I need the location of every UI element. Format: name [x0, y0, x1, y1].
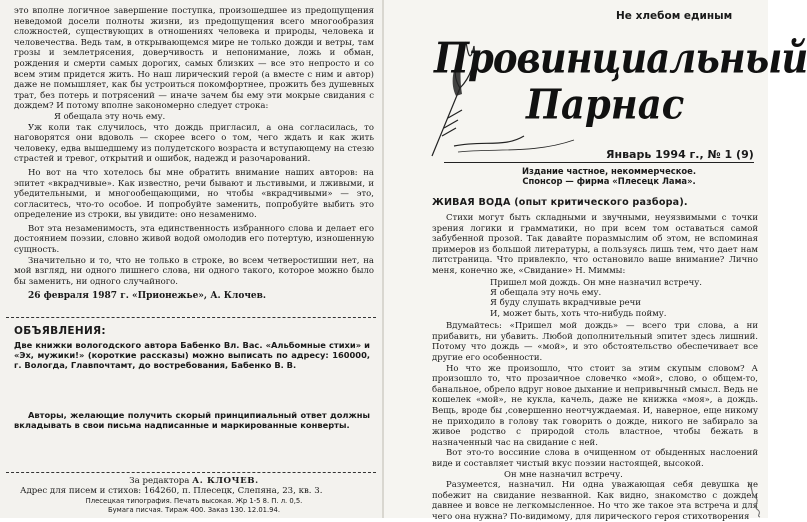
paragraph: Но вот на что хотелось бы мне обратить внимание наших авторов: на эпитет «вкрадчивые». Как известно, речи бывают и льстивыми, и лживыми, и убедительными, и многообещающими, но чтобы «вкрадчивыми» — это, согласитесь, что-то особое. И попробуйте заменить, попробуйте выбить это определение из строки, вы увидите: оно незаменимо. [14, 167, 374, 221]
masthead-title-line-2: Парнас [526, 80, 685, 129]
sponsor-line: Спонсор — фирма «Плесецк Лама». [522, 176, 696, 186]
printing-info: Плесецкая типография. Печать высокая. Жр 1-5 8. П. л. 0,5. [85, 496, 303, 505]
dashed-divider [6, 472, 376, 473]
issue-date: Январь 1994 г., № 1 (9) [606, 148, 754, 161]
poem-line: Пришел мой дождь. Он мне назначил встречу. [490, 277, 702, 288]
publisher-line: Издание частное, некоммерческое. [521, 166, 697, 176]
poem-line: И, может быть, хоть что-нибудь пойму. [490, 308, 667, 319]
article-title: ЖИВАЯ ВОДА (опыт критического разбора). [432, 197, 688, 208]
paragraph: это вполне логичное завершение поступка, произошедшее из предощущения неведомой досели полноты жизни, из предощущения всего многообразия сложностей, существующих в отношениях человека и природы, человека и человечества. Ведь там, в открывающемся мире не только дожди и ветры, там грозы и землетрясения, доверчивость и непонимание, ложь и обман, рождения и смерти самых дорогих, самых близких — все это непросто и со всем этим придется жить. Но наш лирический герой (а вместе с ним и автор) даже не помышляет, как бы устроиться покомфортнее, прожить без душевных трат, без потерь и потрясений — иначе зачем бы ему эти мокрые свидания с дождем? И потому вполне закономерно следует строка: [14, 6, 374, 112]
right-article-body [432, 213, 758, 522]
paragraph: Но что же произошло, что стоит за этим скупым словом? А произошло то, что прозаичное словечко «мой», слово, о общем-то, банальное, обрело вдруг новое дыхание и непривычный смысл. Ведь не кошелек «мой», не кукла, качель, даже не книжка «моя», а дождь. Вещь, вроде бы ,совершенно неотчуждаемая. И, наверное, еще никому не приходило в голову так говорить о дожде, никого не забирало за живое родство с природой столь властное, чтобы бежать в назначенный час на свидание с ней. [432, 363, 758, 448]
editor-line [14, 476, 374, 486]
imprint [14, 476, 374, 515]
editor-label: За редактора [129, 476, 190, 486]
paper-info: Бумага писчая. Тираж 400. Заказ 130. 12.01.94. [108, 505, 280, 514]
masthead-divider [444, 162, 754, 163]
paragraph: Вот эта незаменимость, эта единственность избранного слова и делает его достоянием поэзии, словно живой водой омолодив его потертую, изношенную сущность. [14, 223, 374, 256]
paragraph: Уж коли так случилось, что дождь пригласил, а она согласилась, то наговорятся они вдоволь — скорее всего о том, чего ждать и как жить человеку, едва вышедшему из полудетского возраста и вступающему на стезю страстей и тревог, открытий и ошибок, надежд и разочарований. [14, 122, 374, 165]
postal-address: Адрес для писем и стихов: 164260, п. Плесецк, Слепяна, 23, кв. 3. [20, 486, 323, 497]
masthead-title-line-1: Провинциальный [434, 32, 807, 83]
paragraph: Стихи могут быть складными и звучными, неуязвимыми с точки зрения логики и грамматики, но при всем том оставаться самой забубенной прозой. Так давайте поразмыслим об этом, не вспоминая примеров из большой литературы, а пользуясь лишь тем, что дает нам литстраница. Что привлекло, что остановило ваше внимание? Лично меня, конечно же, «Свидание» Н. Миммы: [432, 213, 758, 276]
advertisement: Авторы, желающие получить скорый принципиальный ответ должны вкладывать в свои письма надписанные и маркированные конверты. [14, 410, 370, 431]
poem-line: Я обещала эту ночь ему. [490, 287, 602, 298]
left-page [0, 0, 384, 518]
ads-heading: ОБЪЯВЛЕНИЯ: [14, 325, 106, 337]
advertisement: Две книжки вологодского автора Бабенко Вл. Вас. «Альбомные стихи» и «Эх, мужики!» (короткие рассказы) можно выписать по адресу: 160000, г. Вологда, Главпочтамт, до востребования, Бабенко В. В. [14, 340, 370, 371]
right-page [384, 0, 807, 522]
poem-quote [490, 278, 758, 320]
poem-quote-line: Он мне назначил встречу. [504, 469, 623, 480]
paragraph: Вот это-то воссиние слова в очищенном от обыденных наслоений виде и составляет чистый вкус поэзии настоящей, высокой. [432, 448, 758, 469]
quoted-line: Я обещала эту ночь ему. [54, 111, 166, 122]
poem-line: Я буду слушать вкрадчивые речи [490, 298, 641, 309]
dashed-divider [6, 317, 376, 318]
article-signoff: 26 февраля 1987 г. «Прионежье», А. Клочев. [28, 291, 267, 302]
left-article-body [14, 6, 374, 302]
masthead-tagline: Не хлебом единым [616, 10, 733, 22]
paragraph: Разумеется, назначил. Ни одна уважающая себя девушка не побежит на свидание незванной. Как видно, знакомство с дождем давнее и вовсе не легкомысленное. Но что же такое эта встреча и для чего она нужна? По-видимому, для лирического героя стихотворения [432, 479, 758, 522]
masthead [414, 28, 807, 158]
paragraph: Значительно и то, что не только в строке, во всем четверостишии нет, на мой взгляд, ни одного лишнего слова, ни одного такого, которое можно было бы заменить, ни одного случайного. [14, 255, 374, 287]
editor-name: А. КЛОЧЕВ. [192, 476, 259, 486]
margin-scribble-icon [744, 480, 768, 518]
publisher-info [484, 166, 734, 186]
paragraph: Вдумайтесь: «Пришел мой дождь» — всего три слова, а ни прибавить, ни убавить. Любой дополнительный эпитет здесь лишний. Потому что дождь — «мой», и это обстоятельство обеспечивает все другие его особенности. [432, 321, 758, 363]
